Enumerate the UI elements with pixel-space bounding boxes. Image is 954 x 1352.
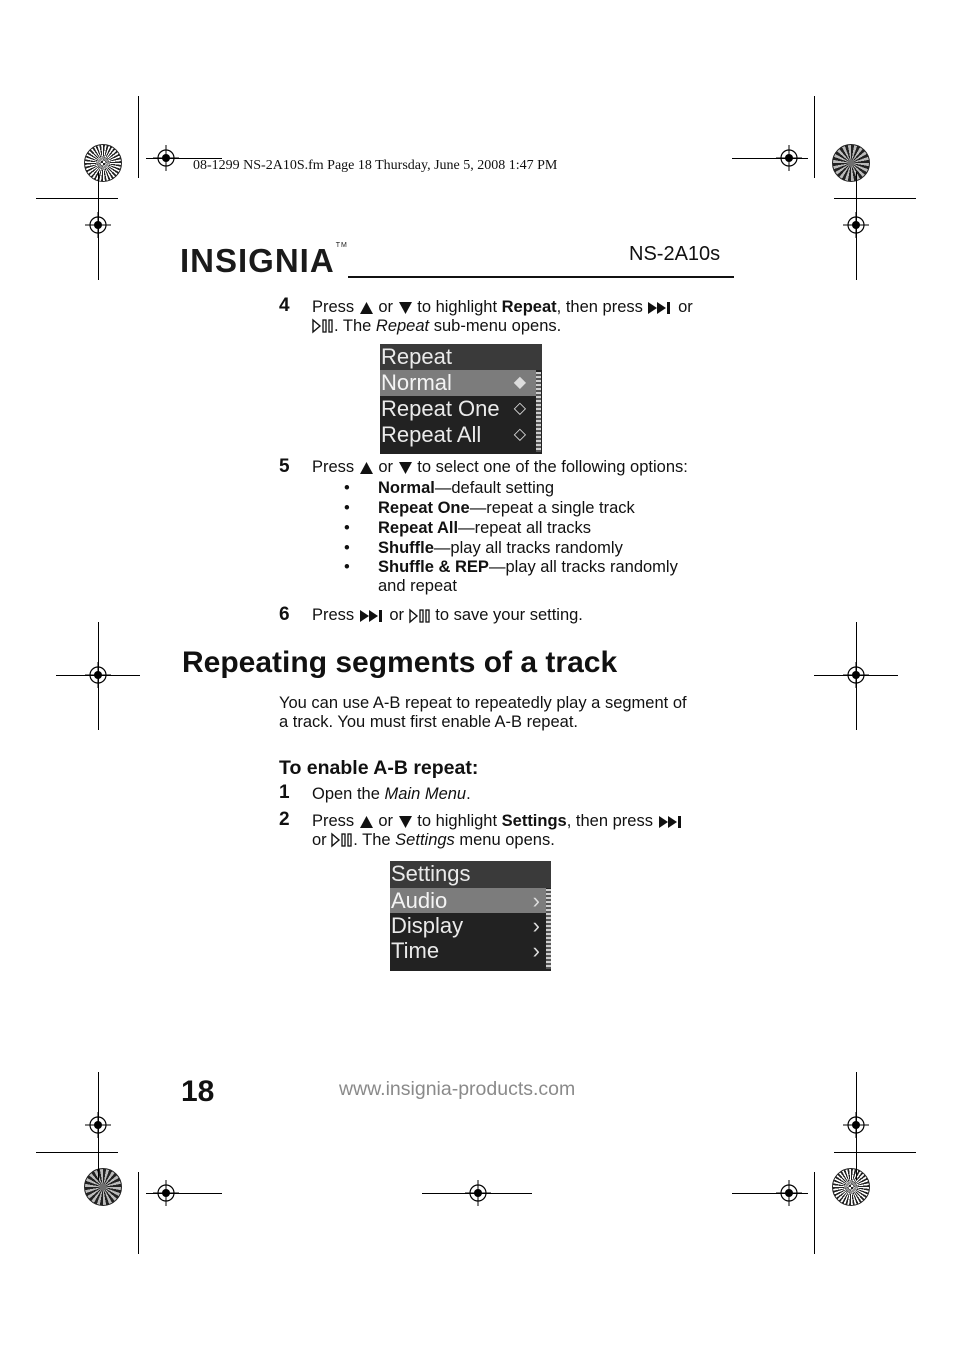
list-item: • Shuffle & REP—play all tracks randomly and repeat: [344, 558, 678, 595]
screen-scrollbar: [536, 372, 541, 452]
down-arrow-icon: [398, 461, 413, 475]
step-2-text: Press or to highlight Settings, then press or . The Settings menu opens.: [312, 812, 742, 849]
step-6-text: Press or to save your setting.: [312, 606, 583, 624]
step-number: 5: [279, 456, 290, 477]
screen-title: Settings: [390, 861, 551, 888]
chevron-right-icon: ›: [532, 938, 540, 963]
screen-menu-item: Display ›: [391, 913, 540, 938]
play-pause-icon: [312, 318, 334, 334]
header-rule: [348, 276, 734, 278]
website-url: www.insignia-products.com: [339, 1078, 576, 1100]
print-slug: 08-1299 NS-2A10S.fm Page 18 Thursday, June 5, 2008 1:47 PM: [193, 158, 558, 173]
screen-menu-item: Repeat All ◇: [381, 422, 526, 447]
play-pause-icon: [409, 608, 431, 624]
chevron-right-icon: ›: [532, 888, 540, 913]
registration-sunburst-icon: [832, 1168, 870, 1206]
registration-sunburst-icon: [84, 1168, 122, 1206]
list-item: • Repeat All—repeat all tracks: [344, 519, 592, 537]
up-arrow-icon: [359, 815, 374, 829]
procedure-heading: To enable A-B repeat:: [279, 757, 479, 779]
screen-menu-item: Repeat One ◇: [381, 396, 526, 421]
next-track-icon: [647, 301, 673, 315]
section-heading: Repeating segments of a track: [182, 646, 618, 679]
step-number: 4: [279, 295, 290, 316]
unselected-diamond-icon: ◇: [513, 400, 526, 417]
selected-diamond-icon: ◆: [513, 374, 526, 391]
screen-menu-item: Normal ◆: [380, 370, 536, 396]
screen-title: Repeat: [380, 344, 542, 370]
play-pause-icon: [331, 832, 353, 848]
screen-scrollbar: [546, 889, 551, 969]
step-number: 2: [279, 809, 290, 830]
next-track-icon: [658, 815, 684, 829]
model-number: NS-2A10s: [629, 243, 721, 265]
up-arrow-icon: [359, 301, 374, 315]
screen-menu-item: Audio ›: [390, 888, 546, 913]
step-number: 6: [279, 604, 290, 625]
screen-menu-item: Time ›: [391, 938, 540, 963]
down-arrow-icon: [398, 301, 413, 315]
next-track-icon: [359, 609, 385, 623]
repeat-menu-screen: [380, 344, 542, 454]
step-1-text: Open the Main Menu.: [312, 785, 471, 803]
brand-logo: INSIGNIA™: [180, 242, 348, 279]
down-arrow-icon: [398, 815, 413, 829]
list-item: • Shuffle—play all tracks randomly: [344, 539, 623, 557]
chevron-right-icon: ›: [532, 913, 540, 938]
registration-sunburst-icon: [84, 144, 122, 182]
repeat-options-list: [344, 478, 738, 596]
settings-menu-screen: [390, 861, 551, 971]
list-item: • Normal—default setting: [344, 479, 555, 497]
unselected-diamond-icon: ◇: [513, 426, 526, 443]
step-number: 1: [279, 782, 290, 803]
up-arrow-icon: [359, 461, 374, 475]
section-intro: You can use A-B repeat to repeatedly play a segment of a track. You must first enable A-B repeat.: [279, 694, 687, 731]
step-5-text: Press or to select one of the following options:: [312, 458, 688, 476]
registration-sunburst-icon: [832, 144, 870, 182]
step-4-text: Press or to highlight Repeat, then press or . The Repeat sub-menu opens.: [312, 298, 693, 335]
list-item: • Repeat One—repeat a single track: [344, 499, 635, 517]
page-number: 18: [181, 1075, 215, 1108]
